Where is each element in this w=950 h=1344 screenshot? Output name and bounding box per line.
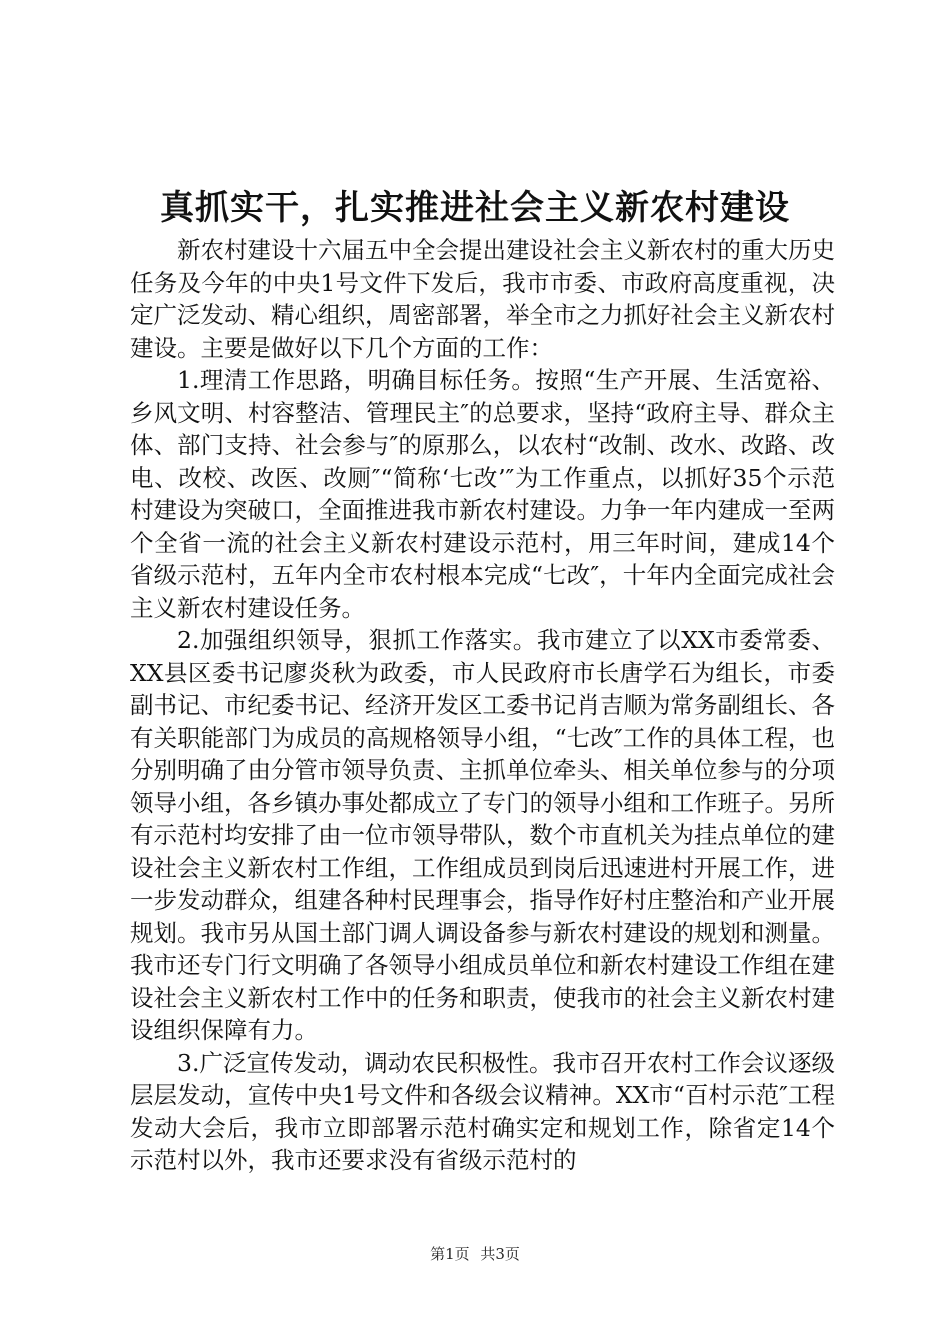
paragraph-section-2: 2.加强组织领导，狠抓工作落实。我市建立了以XX市委常委、XX县区委书记廖炎秋为政委，市人民政府市长唐学石为组长，市委副书记、市纪委书记、经济开发区工委书记肖吉顺为常务副组长、各有关职能部门为成员的高规格领导小组，“七改″工作的具体工程，也分别明确了由分管市领导负责、主抓单位牵头、相关单位参与的分项领导小组，各乡镇办事处都成立了专门的领导小组和工作班子。另所有示范村均安排了由一位市领导带队，数个市直机关为挂点单位的建设社会主义新农村工作组，工作组成员到岗后迅速进村开展工作，进一步发动群众，组建各种村民理事会，指导作好村庄整治和产业开展规划。我市另从国土部门调人调设备参与新农村建设的规划和测量。我市还专门行文明确了各领导小组成员单位和新农村建设工作组在建设社会主义新农村工作中的任务和职责，使我市的社会主义新农村建设组织保障有力。 — [130, 626, 835, 1044]
document-title: 真抓实干，扎实推进社会主义新农村建设 — [160, 188, 790, 228]
page-footer — [0, 1244, 950, 1264]
page-total: 共3页 — [480, 1245, 520, 1263]
paragraph-section-3: 3.广泛宣传发动，调动农民积极性。我市召开农村工作会议逐级层层发动，宣传中央1号文件和各级会议精神。XX市“百村示范″工程发动大会后，我市立即部署示范村确实定和规划工作，除省定14个示范村以外，我市还要求没有省级示范村的 — [130, 1048, 835, 1174]
paragraph-intro: 新农村建设十六届五中全会提出建设社会主义新农村的重大历史任务及今年的中央1号文件下发后，我市市委、市政府高度重视，决定广泛发动、精心组织，周密部署，举全市之力抓好社会主义新农村建设。主要是做好以下几个方面的工作： — [130, 236, 835, 362]
page-number: 第1页 — [430, 1245, 470, 1263]
paragraph-section-1: 1.理清工作思路，明确目标任务。按照“生产开展、生活宽裕、乡风文明、村容整洁、管理民主″的总要求，坚持“政府主导、群众主体、部门支持、社会参与″的原那么，以农村“改制、改水、改路、改电、改校、改医、改厕″“简称‘七改’″为工作重点，以抓好35个示范村建设为突破口，全面推进我市新农村建设。力争一年内建成一至两个全省一流的社会主义新农村建设示范村，用三年时间，建成14个省级示范村，五年内全市农村根本完成“七改″，十年内全面完成社会主义新农村建设任务。 — [130, 366, 835, 622]
document-body — [130, 234, 835, 1177]
